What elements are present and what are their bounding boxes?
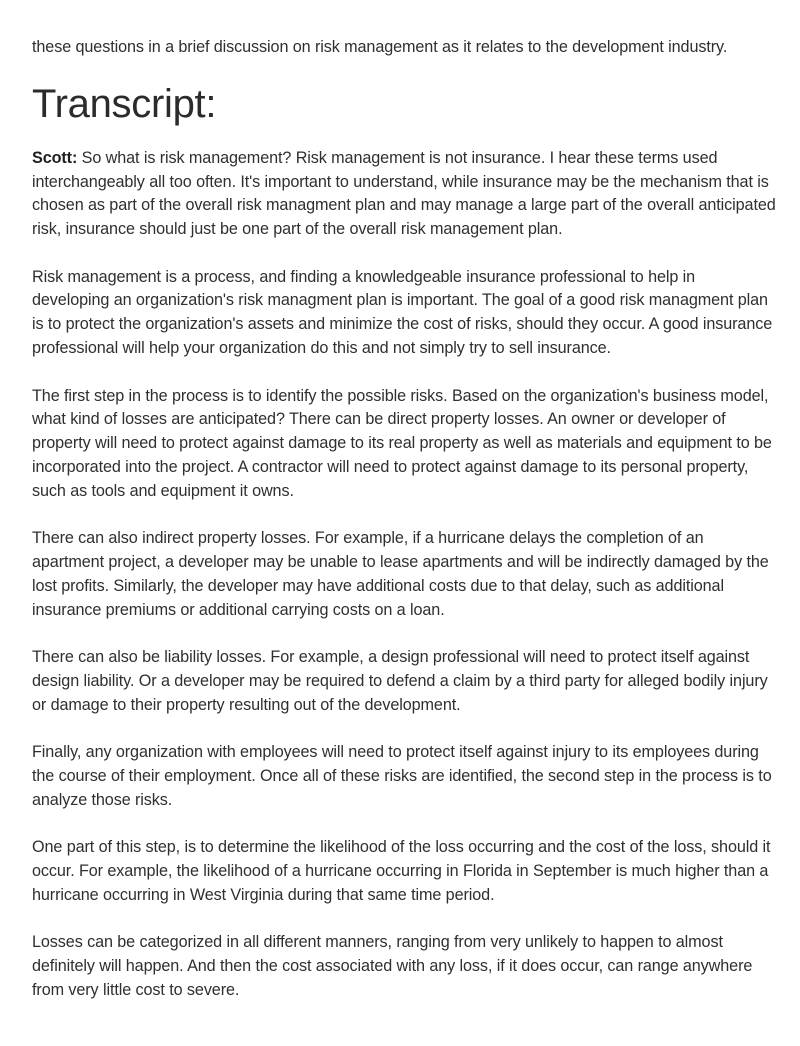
transcript-paragraph-1 [32, 147, 776, 242]
paragraph-1-text: So what is risk management? Risk management is not insurance. I hear these terms used interchangeably all too often. It's important to understand, while insurance may be the mechanism that is chosen as part of the overall risk managment plan and may manage a large part of the overall anticipated risk, insurance should just be one part of the overall risk management plan. [32, 148, 776, 239]
transcript-paragraph-2: Risk management is a process, and finding a knowledgeable insurance professional to help in developing an organization's risk managment plan is important. The goal of a good risk managment plan is to protect the organization's assets and minimize the cost of risks, should they occur. A good insurance professional will help your organization do this and not simply try to sell insurance. [32, 267, 773, 358]
transcript-paragraph-5: There can also be liability losses. For example, a design professional will need to protect itself against design liability. Or a developer may be required to defend a claim by a third party for alleged bodily injury or damage to their property resulting out of the development. [32, 648, 768, 714]
speaker-name: Scott: [32, 148, 78, 167]
transcript-heading: Transcript: [32, 81, 217, 126]
transcript-paragraph-4: There can also indirect property losses. For example, if a hurricane delays the completion of an apartment project, a developer may be unable to lease apartments and will be indirectly damaged by the lost profits. Similarly, the developer may have additional costs due to that delay, such as additional insurance premiums or additional carrying costs on a loan. [32, 529, 769, 619]
transcript-paragraph-8: Losses can be categorized in all different manners, ranging from very unlikely to happen to almost definitely will happen. And then the cost associated with any loss, if it does occur, can range anywhere from very little cost to severe. [32, 933, 753, 999]
transcript-paragraph-7: One part of this step, is to determine the likelihood of the loss occurring and the cost of the loss, should it occur. For example, the likelihood of a hurricane occurring in Florida in September is much higher than a hurricane occurring in West Virginia during that same time period. [32, 838, 771, 904]
transcript-paragraph-3: The first step in the process is to identify the possible risks. Based on the organization's business model, what kind of losses are anticipated? There can be direct property losses. An owner or developer of property will need to protect against damage to its real property as well as materials and equipment to be incorporated into the project. A contractor will need to protect against damage to its personal property, such as tools and equipment it owns. [32, 386, 772, 500]
transcript-paragraph-6: Finally, any organization with employees will need to protect itself against injury to its employees during the course of their employment. Once all of these risks are identified, the second step in the process is to analyze those risks. [32, 743, 772, 809]
intro-text: these questions in a brief discussion on risk management as it relates to the development industry. [32, 38, 728, 56]
